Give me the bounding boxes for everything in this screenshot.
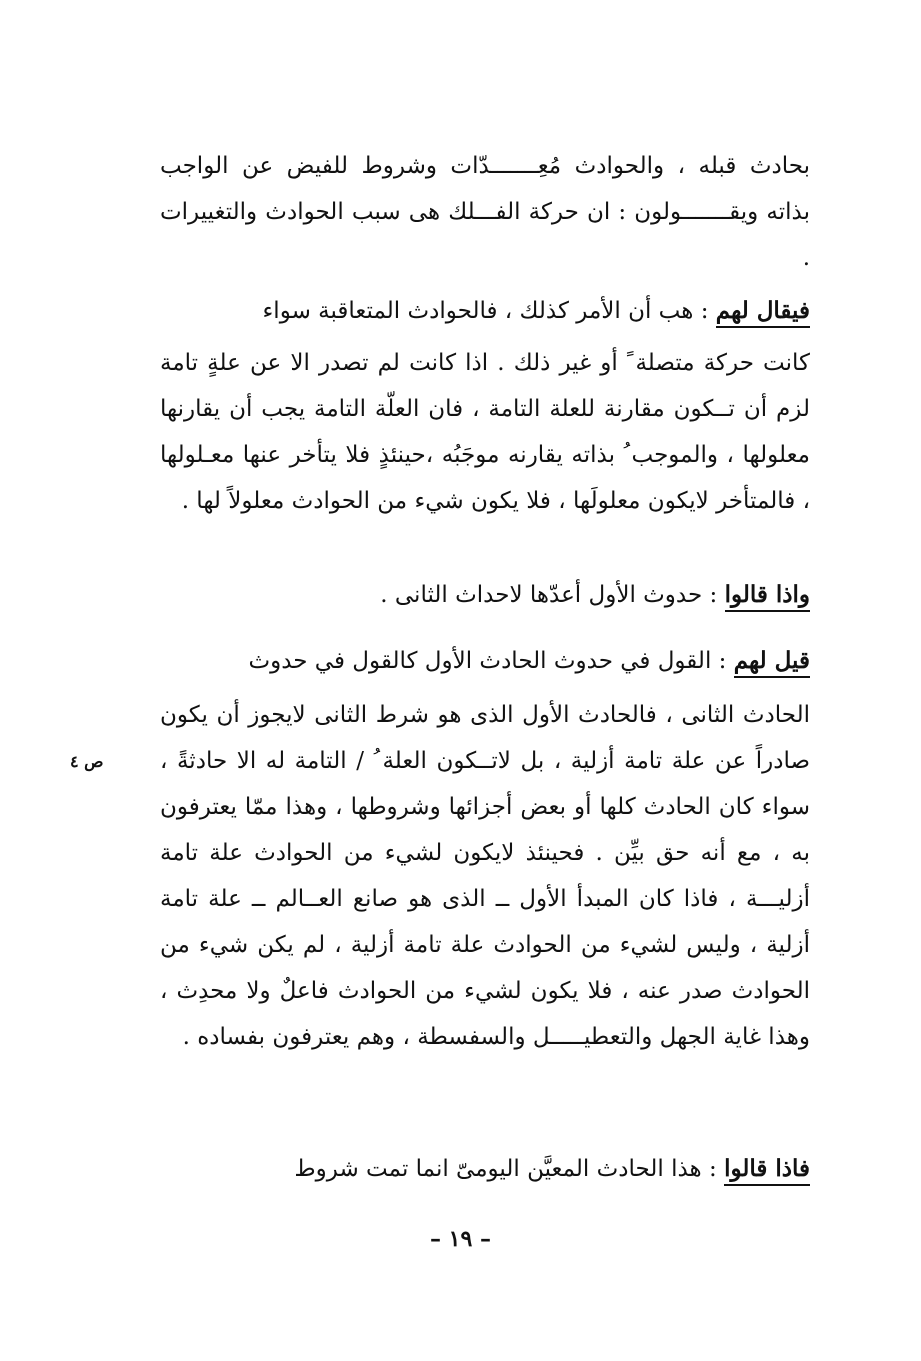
paragraph-text: : القول في حدوث الحادث الأول كالقول في حدوث xyxy=(248,648,734,674)
paragraph-text: : هب أن الأمر كذلك ، فالحوادث المتعاقبة سواء xyxy=(262,298,716,324)
paragraph xyxy=(160,143,810,281)
paragraph-lead: واذا قالوا xyxy=(725,581,810,612)
margin-reference: ص ٤ xyxy=(70,752,104,771)
paragraph-lead: فيقال لهم xyxy=(716,297,810,328)
paragraph-text: : هذا الحادث المعيَّن اليومىّ انما تمت شروط xyxy=(294,1156,725,1182)
paragraph-text: الحادث الثانى ، فالحادث الأول الذى هو شرط الثانى لايجوز أن يكون صادراً عن علة تامة أزلية ، بل لاتــكون العلة ُ / التامة له الا حادثةً ، سواء كان الحادث كلها أو بعض أجزائها وشروطها ، وهذا ممّا يعترفون به ، مع أنه حق بيِّن . فحينئذ لايكون لشيء من الحوادث علة تامة أزليـــة ، فاذا كان المبدأ الأول ــ الذى هو صانع العــالم ــ علة تامة أزلية ، وليس لشيء من الحوادث علة تامة أزلية ، لم يكن شيء من الحوادث صدر عنه ، فلا يكون لشيء من الحوادث فاعلٌ ولا محدِث ، وهذا غاية الجهل والتعطيـــــل والسفسطة ، وهم يعترفون بفساده . xyxy=(160,702,810,1050)
paragraph-lead: فاذا قالوا xyxy=(724,1155,810,1186)
paragraph-text: كانت حركة متصلة ً أو غير ذلك . اذا كانت لم تصدر الا عن علةٍ تامة لزم أن تــكون مقارنة للعلة التامة ، فان العلّة التامة يجب أن يقارنها معلولها ، والموجب ُ بذاته يقارنه موجَبُه ،حينئذٍ فلا يتأخر عنها معـلولها ، فالمتأخر لايكون معلولَها ، فلا يكون شيء من الحوادث معلولاً لها . xyxy=(160,350,810,514)
paragraph-lead: قيل لهم xyxy=(734,647,810,678)
paragraph xyxy=(160,692,810,1060)
paragraph xyxy=(160,1146,810,1192)
paragraph xyxy=(160,638,810,684)
paragraph xyxy=(160,288,810,334)
paragraph-text: بحادث قبله ، والحوادث مُعِـــــــدّات وشروط للفيض عن الواجب بذاته ويقـــــــولون : ان حركة الفـــلك هى سبب الحوادث والتغييرات . xyxy=(160,153,810,271)
paragraph xyxy=(160,340,810,524)
paragraph xyxy=(160,572,810,618)
paragraph-text: : حدوث الأول أعدّها لاحداث الثانى . xyxy=(380,582,725,608)
page-number: – ١٩ – xyxy=(430,1226,491,1252)
